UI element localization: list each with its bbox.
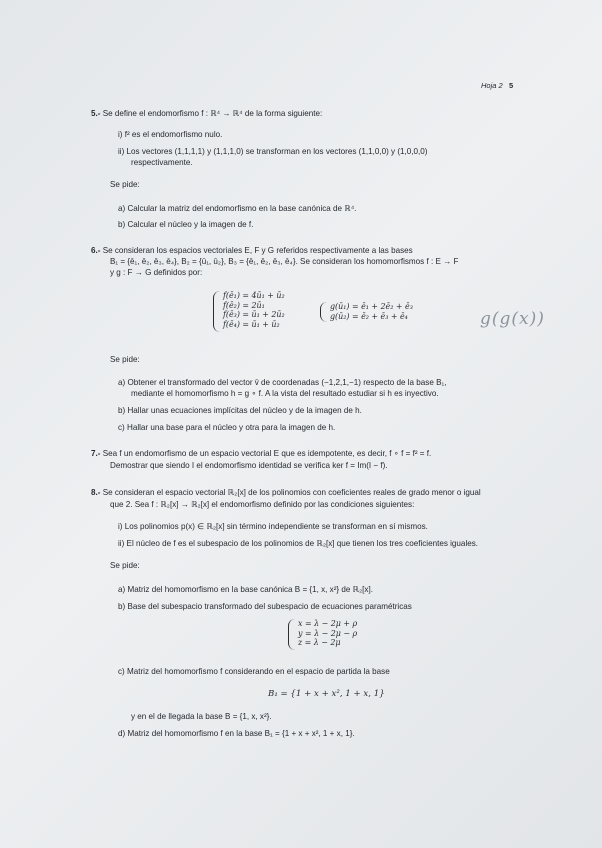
problem-5-part-a: a) Calcular la matriz del endomorfismo en la base canónica de ℝ⁴. xyxy=(118,204,357,213)
g-equation-1: g(ū₁) = ē₁ + 2ē₂ + ē₃ xyxy=(330,302,413,311)
problem-8-condition-i: i) Los polinomios p(x) ∈ ℝ₂[x] sin término independiente se transforman en sí mismos. xyxy=(118,522,428,531)
parametric-equation-y: y = λ − 2μ − ρ xyxy=(298,628,358,638)
problem-8-text-1: Se consideran el espacio vectorial ℝ₂[x] de los polinomios con coeficientes reales de grado menor o igual xyxy=(102,488,481,497)
left-brace xyxy=(320,302,328,322)
problem-6-part-a-cont: mediante el homomorfismo h = g ∘ f. A la vista del resultado estudiar si h es inyectivo. xyxy=(131,389,439,398)
problem-8-line-2: que 2. Sea f : ℝ₂[x] → ℝ₂[x] el endomorfismo definido por las condiciones siguientes: xyxy=(110,500,415,509)
f-equation-3: f(ē₃) = ū₁ + 2ū₂ xyxy=(223,310,285,320)
problem-6-part-b: b) Hallar unas ecuaciones implícitas del núcleo y de la imagen de h. xyxy=(118,406,362,415)
problem-5-text: Se define el endomorfismo f : ℝ⁴ → ℝ⁴ de la forma siguiente: xyxy=(102,109,323,118)
problem-6-number: 6.- xyxy=(91,246,101,255)
handwritten-annotation: g(g(x)) xyxy=(480,309,545,329)
problem-8-part-d: d) Matriz del homomorfismo f en la base B₁ = {1 + x + x², 1 + x, 1}. xyxy=(118,729,355,738)
page-number: 5 xyxy=(508,81,514,90)
left-brace xyxy=(288,619,296,650)
problem-7-line-1 xyxy=(91,449,431,459)
left-brace xyxy=(213,291,221,332)
problem-8-line-1 xyxy=(91,488,481,498)
f-definition-system xyxy=(213,291,333,332)
problem-6-line-1 xyxy=(91,246,413,256)
problem-8-part-c: c) Matriz del homomorfismo f considerando en el espacio de partida la base xyxy=(118,667,390,676)
problem-5-number: 5.- xyxy=(91,109,101,118)
sheet-header xyxy=(481,81,513,90)
problem-5-part-b: b) Calcular el núcleo y la imagen de f. xyxy=(118,220,254,229)
problem-6-part-a: a) Obtener el transformado del vector v̄ de coordenadas (−1,2,1,−1) respecto de la base B₁, xyxy=(118,378,447,387)
problem-6-line-3: y g : F → G definidos por: xyxy=(110,268,203,277)
sheet-label: Hoja 2 xyxy=(481,81,503,90)
g-definition-system xyxy=(320,302,460,322)
f-equation-2: f(ē₂) = 2ū₁ xyxy=(223,300,265,310)
problem-8-condition-ii: ii) El núcleo de f es el subespacio de los polinomios de ℝ₂[x] que tienen los tres coeficientes iguales. xyxy=(118,539,479,548)
problem-6-se-pide: Se pide: xyxy=(110,355,140,364)
g-equation-2: g(ū₂) = ē₂ + ē₃ + ē₄ xyxy=(330,311,408,321)
problem-8-part-a: a) Matriz del homomorfismo en la base canónica B = {1, x, x²} de ℝ₂[x]. xyxy=(118,585,373,594)
problem-8-part-b: b) Base del subespacio transformado del subespacio de ecuaciones paramétricas xyxy=(118,602,412,611)
parametric-equation-x: x = λ − 2μ + ρ xyxy=(298,619,358,628)
problem-6-part-c: c) Hallar una base para el núcleo y otra para la imagen de h. xyxy=(118,423,336,432)
problem-7-text-1: Sea f un endomorfismo de un espacio vectorial E que es idempotente, es decir, f ∘ f = f² = f. xyxy=(102,449,432,458)
problem-7-number: 7.- xyxy=(91,449,101,458)
problem-5-se-pide: Se pide: xyxy=(110,180,140,189)
problem-8-se-pide: Se pide: xyxy=(110,561,140,570)
f-equation-1: f(ē₁) = 4ū₁ + ū₂ xyxy=(223,291,285,300)
problem-6-text-1: Se consideran los espacios vectoriales E, F y G referidos respectivamente a las bases xyxy=(102,246,413,255)
problem-8-part-c-tail: y en el de llegada la base B = {1, x, x²}. xyxy=(131,712,272,721)
problem-7-line-2: Demostrar que siendo I el endomorfismo identidad se verifica ker f = Im(I − f). xyxy=(110,461,388,470)
problem-8-number: 8.- xyxy=(91,488,101,497)
problem-5-statement xyxy=(91,109,322,119)
problem-5-condition-ii: ii) Los vectores (1,1,1,1) y (1,1,1,0) se transforman en los vectores (1,1,0,0) y (1,0,0,0) xyxy=(118,147,428,156)
problem-6-line-2: B₁ = {ē₁, ē₂, ē₃, ē₄}, B₂ = {ū₁, ū₂}, B₃ = {ē₁, ē₂, ē₃, ē₄}. Se consideran los homomorfismos f : E → F xyxy=(110,257,459,266)
parametric-system xyxy=(288,619,378,650)
problem-5-condition-i: i) f² es el endomorfismo nulo. xyxy=(118,130,223,139)
problem-5-condition-ii-cont: respectivamente. xyxy=(131,158,193,167)
problem-8-base-b1: B₁ = {1 + x + x², 1 + x, 1} xyxy=(268,689,385,699)
parametric-equation-z: z = λ − 2μ xyxy=(298,638,341,648)
f-equation-4: f(ē₄) = ū₁ + ū₂ xyxy=(223,319,280,329)
